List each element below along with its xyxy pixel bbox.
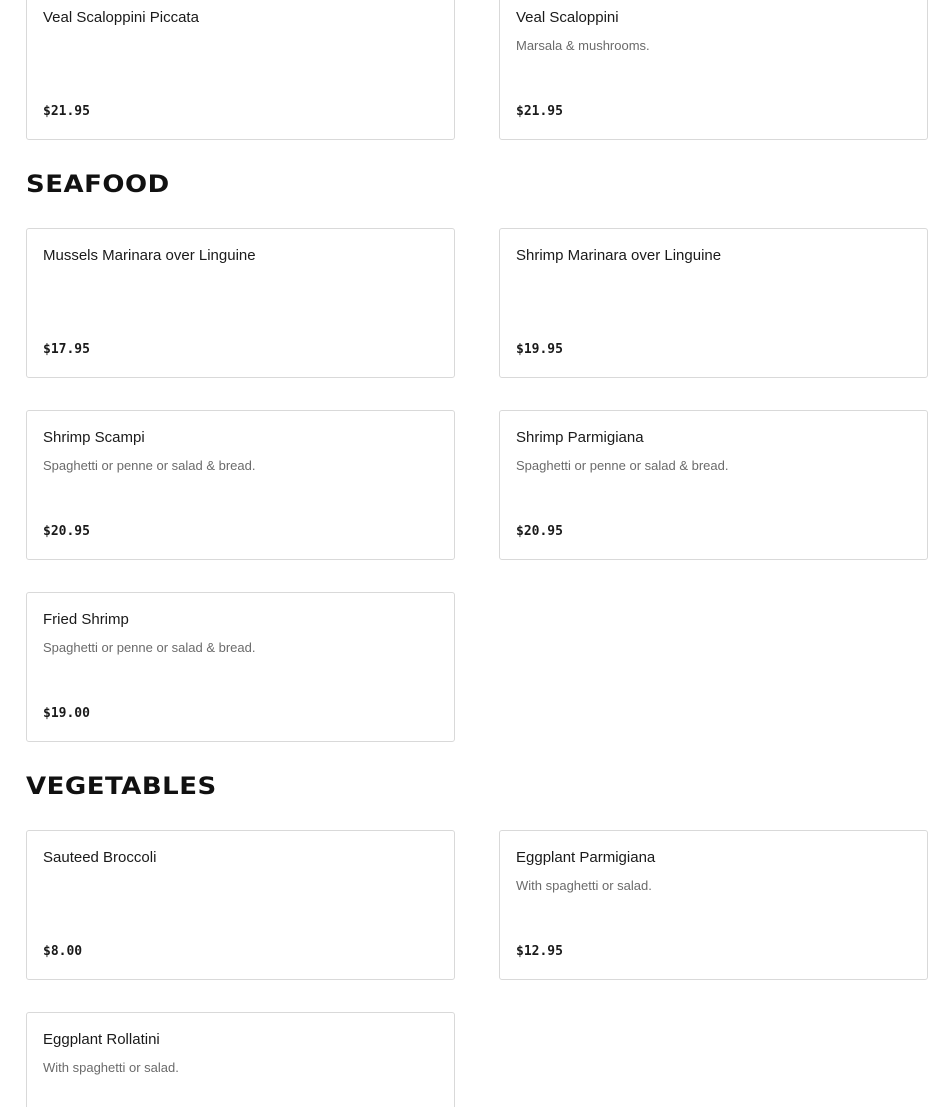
menu-item-description: Spaghetti or penne or salad & bread.: [43, 640, 256, 655]
menu-item-name: Eggplant Rollatini: [43, 1031, 160, 1048]
menu-item-name: Mussels Marinara over Linguine: [43, 247, 256, 264]
menu-item-card[interactable]: [499, 228, 928, 378]
menu-item-price: $19.00: [43, 706, 90, 721]
menu-item-price: $19.95: [516, 342, 563, 357]
section-title-vegetables: VEGETABLES: [26, 773, 217, 801]
menu-item-price: $17.95: [43, 342, 90, 357]
menu-item-description: With spaghetti or salad.: [43, 1060, 179, 1075]
menu-item-description: Spaghetti or penne or salad & bread.: [516, 458, 729, 473]
menu-item-description: Spaghetti or penne or salad & bread.: [43, 458, 256, 473]
menu-item-card[interactable]: [26, 410, 455, 560]
menu-item-description: With spaghetti or salad.: [516, 878, 652, 893]
menu-item-name: Shrimp Scampi: [43, 429, 145, 446]
menu-item-price: $21.95: [43, 104, 90, 119]
menu-item-card[interactable]: [26, 592, 455, 742]
menu-item-name: Veal Scaloppini Piccata: [43, 9, 199, 26]
menu-item-card[interactable]: [499, 0, 928, 140]
menu-item-card[interactable]: [499, 410, 928, 560]
menu-item-description: Marsala & mushrooms.: [516, 38, 650, 53]
section-title-seafood: SEAFOOD: [26, 171, 170, 199]
menu-item-card[interactable]: [26, 0, 455, 140]
menu-item-name: Veal Scaloppini: [516, 9, 619, 26]
menu-item-card[interactable]: [499, 830, 928, 980]
menu-item-card[interactable]: [26, 830, 455, 980]
menu-item-card[interactable]: [26, 228, 455, 378]
menu-item-name: Sauteed Broccoli: [43, 849, 157, 866]
menu-item-price: $21.95: [516, 104, 563, 119]
menu-item-name: Shrimp Marinara over Linguine: [516, 247, 722, 264]
menu-item-name: Fried Shrimp: [43, 611, 129, 628]
menu-item-name: Shrimp Parmigiana: [516, 429, 644, 446]
menu-item-price: $8.00: [43, 944, 83, 959]
menu-item-name: Eggplant Parmigiana: [516, 849, 656, 866]
menu-item-price: $20.95: [516, 524, 563, 539]
menu-item-card[interactable]: [26, 1012, 455, 1107]
menu-item-price: $20.95: [43, 524, 90, 539]
menu-item-price: $12.95: [516, 944, 563, 959]
